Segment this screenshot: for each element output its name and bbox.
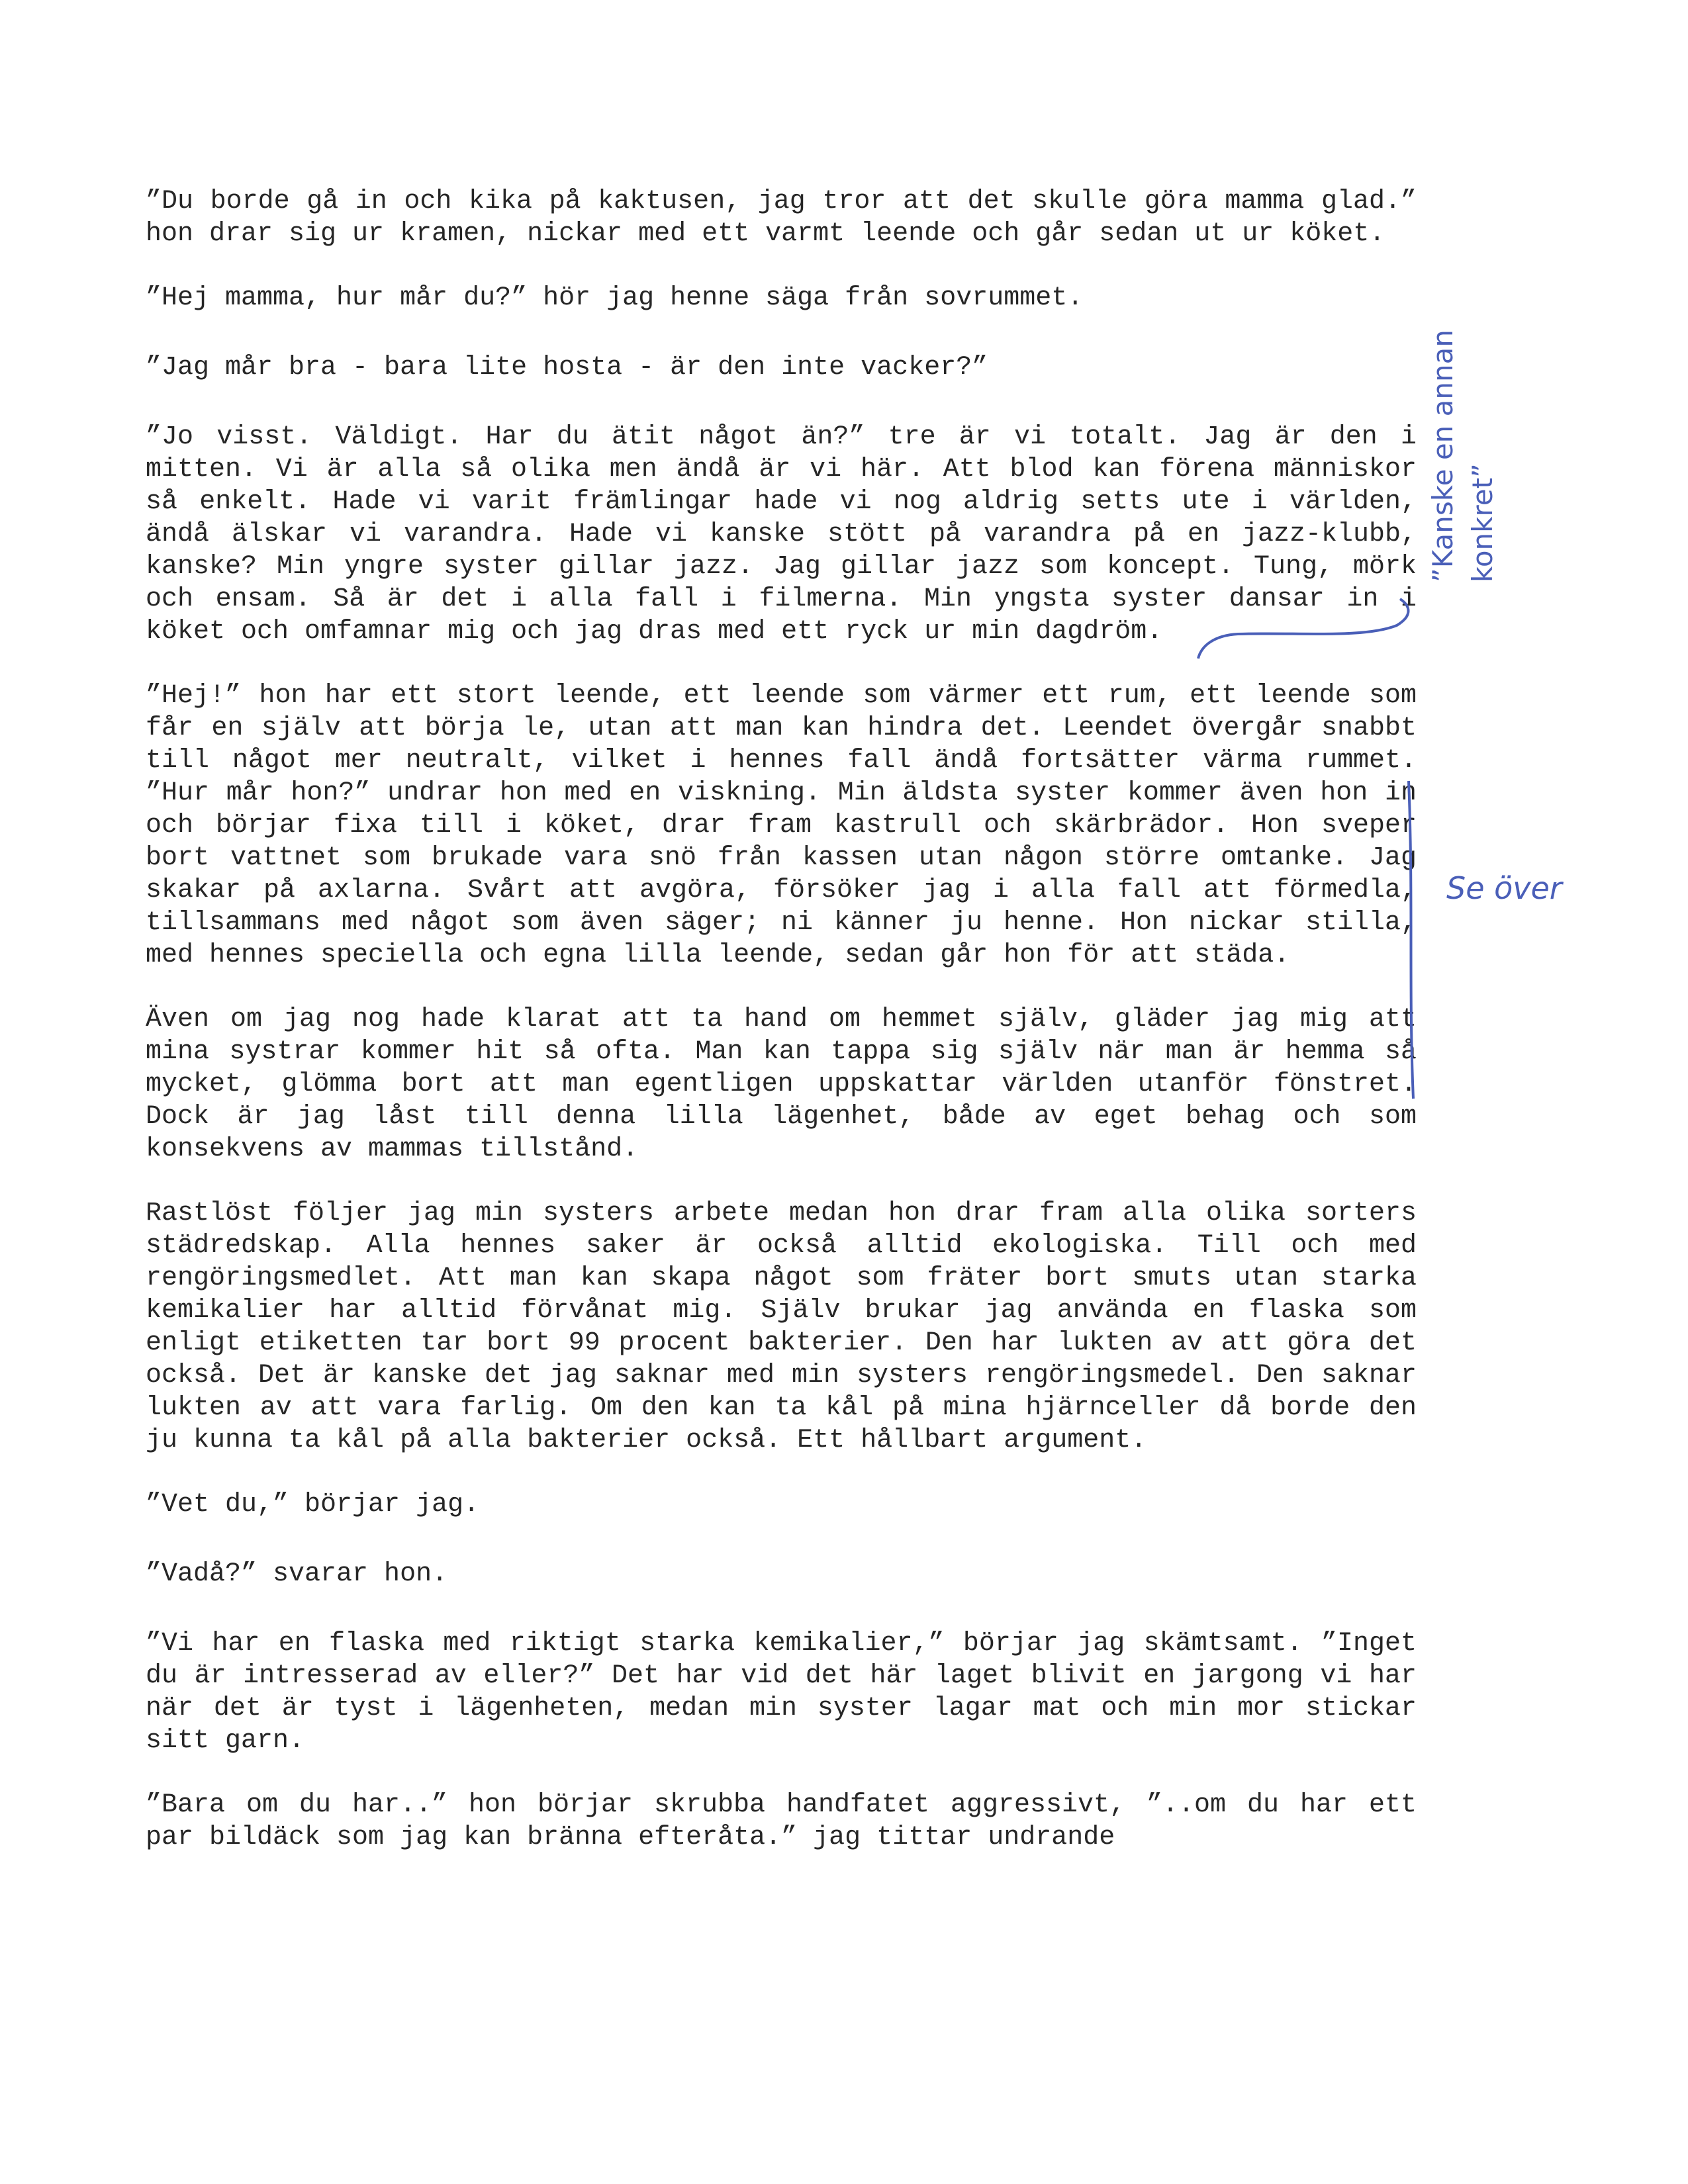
paragraph-4: ”Jo visst. Väldigt. Har du ätit något än?” tre är vi totalt. Jag är den i mitten. Vi är alla så olika men ändå är vi här. Att blod kan förena människor så enkelt. Hade vi varit främlingar hade vi nog aldrig setts ute i världen, ändå älskar vi varandra. Hade vi kanske stött på varandra på en jazz-klubb, kanske? Min yngre syster gillar jazz. Jag gillar jazz som koncept. Tung, mörk och ensam. Så är det i alla fall i filmerna. Min yngsta syster dansar in i köket och omfamnar mig och jag dras med ett ryck ur min dagdröm.: [146, 422, 1417, 647]
margin-note-vertical: [1423, 304, 1503, 582]
margin-note-line-1: ”Kanske en annan: [1427, 330, 1459, 582]
paragraph-2: ”Hej mamma, hur mår du?” hör jag henne säga från sovrummet.: [146, 283, 1084, 313]
paragraph-5: ”Hej!” hon har ett stort leende, ett leende som värmer ett rum, ett leende som får en själv att börja le, utan att man kan hindra det. Leendet övergår snabbt till något mer neutralt, vilket i hennes fall ändå fortsätter värma rummet. ”Hur mår hon?” undrar hon med en viskning. Min äldsta syster kommer även hon in och börjar fixa till i köket, drar fram kastrull och skärbrädor. Hon sveper bort vattnet som brukade vara snö från kassen utan någon större omtanke. Jag skakar på axlarna. Svårt att avgöra, försöker jag i alla fall att förmedla, tillsammans med något som även säger; ni känner ju henne. Hon nickar stilla, med hennes speciella och egna lilla leende, sedan går hon för att städa.: [146, 681, 1417, 970]
paragraph-7: Rastlöst följer jag min systers arbete medan hon drar fram alla olika sorters städredskap. Alla hennes saker är också alltid ekologiska. Till och med rengöringsmedlet. Att man kan skapa något som fräter bort smuts utan starka kemikalier har alltid förvånat mig. Själv brukar jag använda en flaska som enligt etiketten tar bort 99 procent bakterier. Den har lukten av att göra det också. Det är kanske det jag saknar med min systers rengöringsmedel. Den saknar lukten av att vara farlig. Om den kan ta kål på mina hjärnceller då borde den ju kunna ta kål på alla bakterier också. Ett hållbart argument.: [146, 1199, 1417, 1455]
paragraph-10: ”Vi har en flaska med riktigt starka kemikalier,” börjar jag skämtsamt. ”Inget du är intresserad av eller?” Det har vid det här laget blivit en jargong vi har när det är tyst i lägenheten, medan min syster lagar mat och min mor stickar sitt garn.: [146, 1629, 1417, 1756]
paragraph-3: ”Jag mår bra - bara lite hosta - är den inte vacker?”: [146, 353, 988, 383]
paragraph-9: ”Vadå?” svarar hon.: [146, 1559, 448, 1589]
paragraph-6: Även om jag nog hade klarat att ta hand om hemmet själv, gläder jag mig att mina systrar kommer hit så ofta. Man kan tappa sig själv när man är hemma så mycket, glömma bort att man egentligen uppskattar världen utanför fönstret. Dock är jag låst till denna lilla lägenhet, både av eget behag och som konsekvens av mammas tillstånd.: [146, 1005, 1417, 1164]
paragraph-8: ”Vet du,” börjar jag.: [146, 1490, 480, 1520]
paragraph-11: ”Bara om du har..” hon börjar skrubba handfatet aggressivt, ”..om du har ett par bildäck som jag kan bränna efteråta.” jag tittar undrande: [146, 1790, 1417, 1852]
margin-note-line-2: konkret”: [1466, 463, 1499, 582]
paragraph-1: ”Du borde gå in och kika på kaktusen, jag tror att det skulle göra mamma glad.” hon drar sig ur kramen, nickar med ett varmt leende och går sedan ut ur köket.: [146, 187, 1417, 249]
margin-note-se-over: Se över: [1446, 870, 1562, 906]
pen-margin-bracket: [1409, 781, 1413, 1099]
pen-underline-mark: [1198, 599, 1409, 659]
